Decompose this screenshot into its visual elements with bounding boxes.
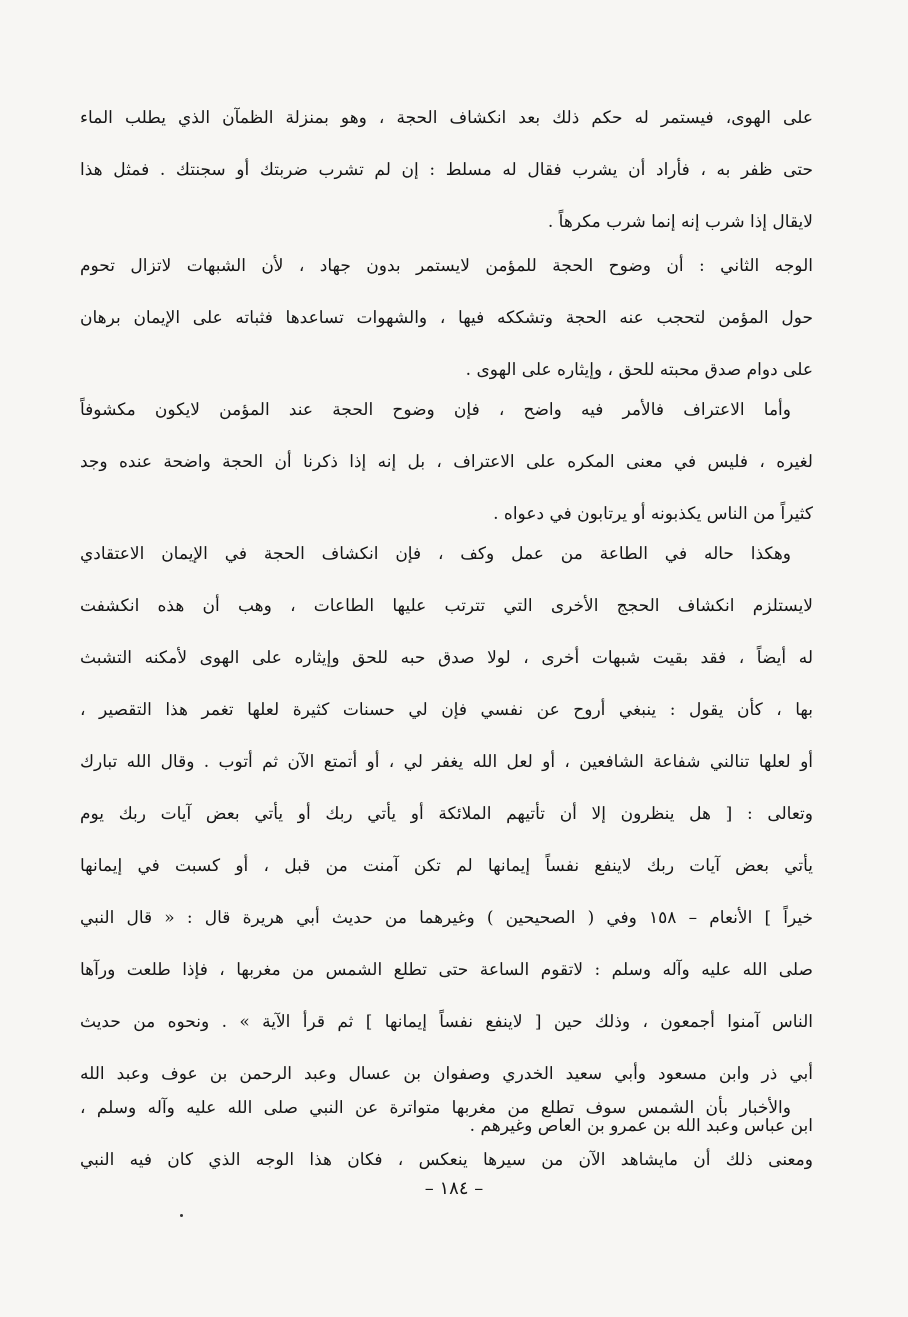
- text-line: وأما الاعتراف فالأمر فيه واضح ، فإن وضوح الحجة عند المؤمن لايكون مكشوفاً: [80, 400, 791, 420]
- text-line: أبي ذر وابن مسعود وأبي سعيد الخدري وصفوان بن عسال وعبد الرحمن بن عوف وعبد الله: [80, 1064, 813, 1084]
- text-line: ومعنى ذلك أن مايشاهد الآن من سيرها ينعكس ، فكان هذا الوجه الذي كان فيه النبي: [80, 1150, 813, 1170]
- text-line: والأخبار بأن الشمس سوف تطلع من مغربها متواترة عن النبي صلى الله عليه وآله وسلم ،: [80, 1098, 791, 1118]
- text-line: الناس آمنوا أجمعون ، وذلك حين [ لاينفع نفساً إيمانها ] ثم قرأ الآية » . ونحوه من حديث: [80, 1012, 813, 1032]
- text-line: وتعالى : [ هل ينظرون إلا أن تأتيهم الملائكة أو يأتي ربك أو يأتي بعض آيات ربك يوم: [80, 804, 813, 824]
- text-line: على الهوى، فيستمر له حكم ذلك بعد انكشاف الحجة ، وهو بمنزلة الظمآن الذي يطلب الماء: [80, 108, 813, 128]
- paragraph-2: [80, 240, 813, 396]
- page-number: – ١٨٤ –: [424, 1178, 484, 1199]
- text-line: ابن عباس وعبد الله بن عمرو بن العاص وغيرهم .: [469, 1116, 813, 1136]
- paragraph-4: [80, 528, 813, 1152]
- text-line: يأتي بعض آيات ربك لاينفع نفساً إيمانها لم تكن آمنت من قبل ، أو كسبت في إيمانها: [80, 856, 813, 876]
- text-line: لايقال إذا شرب إنه إنما شرب مكرهاً .: [547, 212, 813, 232]
- text-line: على دوام صدق محبته للحق ، وإيثاره على الهوى .: [465, 360, 813, 380]
- paragraph-3: [80, 384, 813, 540]
- text-line: كثيراً من الناس يكذبونه أو يرتابون في دعواه .: [493, 504, 813, 524]
- text-line: أو لعلها تنالني شفاعة الشافعين ، أو لعل الله يغفر لي ، أو أتمتع الآن ثم أتوب . وقال الله تبارك: [80, 752, 813, 772]
- text-line: له أيضاً ، فقد بقيت شبهات أخرى ، لولا صدق حبه للحق وإيثاره على الهوى لأمكنه التشبث: [80, 648, 813, 668]
- paragraph-5: [80, 1082, 813, 1186]
- text-line: حتى ظفر به ، فأراد أن يشرب فقال له مسلط : إن لم تشرب ضربتك أو سجنتك . فمثل هذا: [80, 160, 813, 180]
- text-line: وهكذا حاله في الطاعة من عمل وكف ، فإن انكشاف الحجة في الإيمان الاعتقادي: [80, 544, 791, 564]
- text-line: خيراً ] الأنعام – ١٥٨ وفي ( الصحيحين ) وغيرهما من حديث أبي هريرة قال : « قال النبي: [80, 908, 813, 928]
- text-line: صلى الله عليه وآله وسلم : لاتقوم الساعة حتى تطلع الشمس من مغربها ، فإذا طلعت ورآها: [80, 960, 813, 980]
- ink-speck: [180, 1214, 183, 1217]
- text-line: حول المؤمن لتحجب عنه الحجة وتشككه فيها ، والشهوات تساعدها فثباته على الإيمان برهان: [80, 308, 813, 328]
- paragraph-1: [80, 92, 813, 248]
- text-line: الوجه الثاني : أن وضوح الحجة للمؤمن لايستمر بدون جهاد ، لأن الشبهات لاتزال تحوم: [80, 256, 813, 276]
- text-line: لغيره ، فليس في معنى المكره على الاعتراف ، بل إنه إذا ذكرنا أن الحجة واضحة عنده وجد: [80, 452, 813, 472]
- text-line: بها ، كأن يقول : ينبغي أروح عن نفسي فإن لي حسنات كثيرة لعلها تغمر هذا التقصير ،: [80, 700, 813, 720]
- text-line: لايستلزم انكشاف الحجج الأخرى التي تترتب عليها الطاعات ، وهب أن هذه انكشفت: [80, 596, 813, 616]
